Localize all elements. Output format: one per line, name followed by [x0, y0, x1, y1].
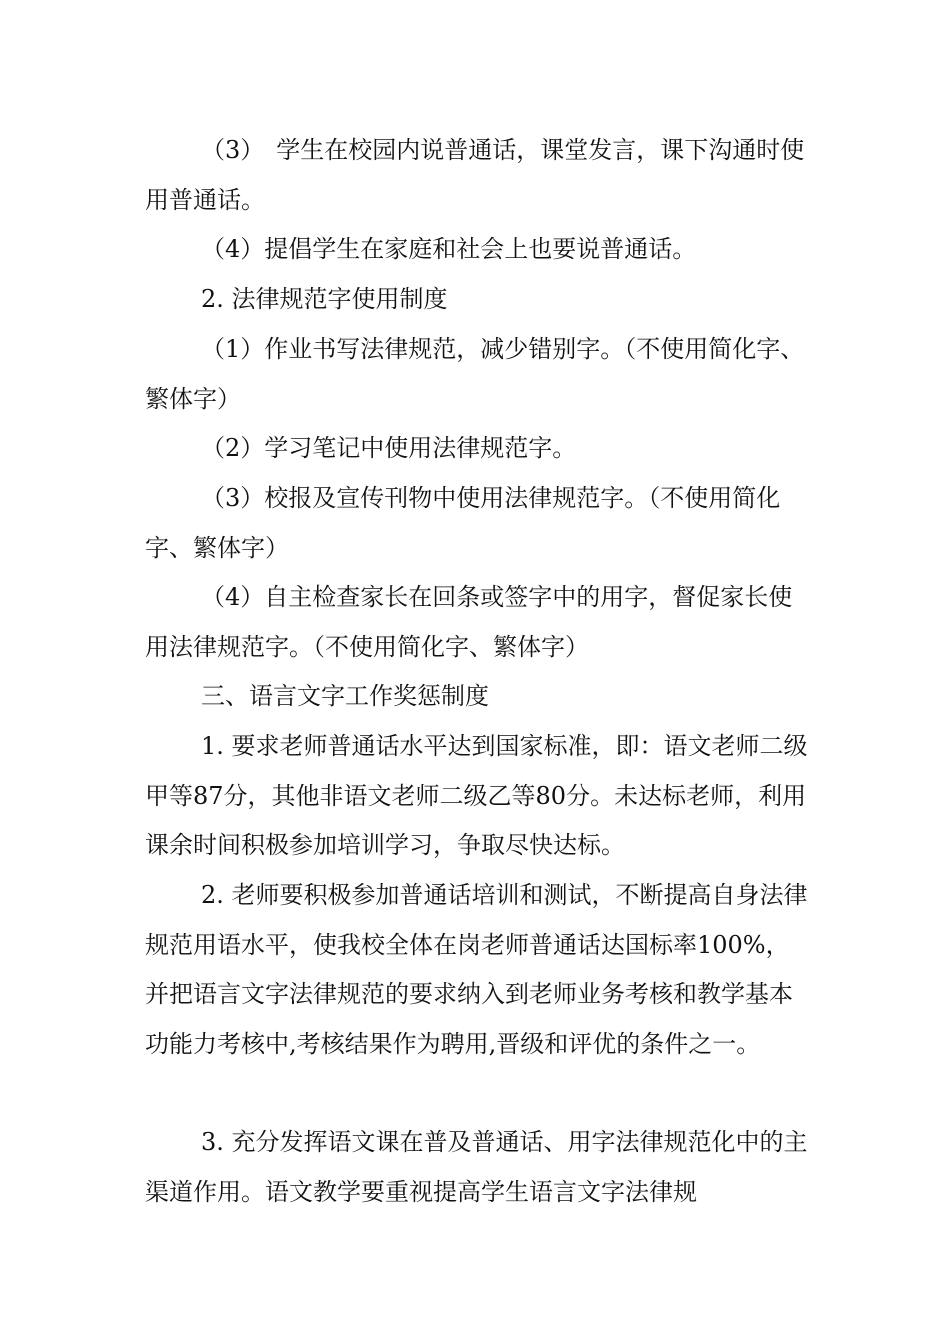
paragraph-2: （4）提倡学生在家庭和社会上也要说普通话。 [201, 235, 697, 263]
paragraph-4: （2）学习笔记中使用法律规范字。 [201, 434, 577, 462]
paragraph-5: （3）校报及宣传刊物中使用法律规范字。（不使用简化字、繁体字） [145, 484, 781, 562]
paragraph-1: （3） 学生在校园内说普通话，课堂发言，课下沟通时使用普通话。 [145, 136, 805, 214]
paragraph-8: 2. 老师要积极参加普通话培训和测试，不断提高自身法律规范用语水平，使我校全体在岗老师普通话达国标率100%，并把语言文字法律规范的要求纳入到老师业务考核和教学基本功能力考核中,考核结果作为聘用,晋级和评优的条件之一。 [145, 881, 808, 1058]
paragraph-7: 1. 要求老师普通话水平达到国家标准，即：语文老师二级甲等87分，其他非语文老师二级乙等80分。未达标老师，利用课余时间积极参加培训学习，争取尽快达标。 [145, 732, 808, 859]
section-heading-2: 2. 法律规范字使用制度 [201, 285, 448, 313]
section-heading-3: 三、语言文字工作奖惩制度 [201, 682, 489, 710]
paragraph-9: 3. 充分发挥语文课在普及普通话、用字法律规范化中的主渠道作用。语文教学要重视提高学生语言文字法律规 [145, 1128, 808, 1206]
paragraph-3: （1）作业书写法律规范，减少错别字。（不使用简化字、繁体字） [145, 335, 805, 413]
paragraph-6: （4）自主检查家长在回条或签字中的用字，督促家长使用法律规范字。（不使用简化字、繁体字） [145, 583, 793, 661]
